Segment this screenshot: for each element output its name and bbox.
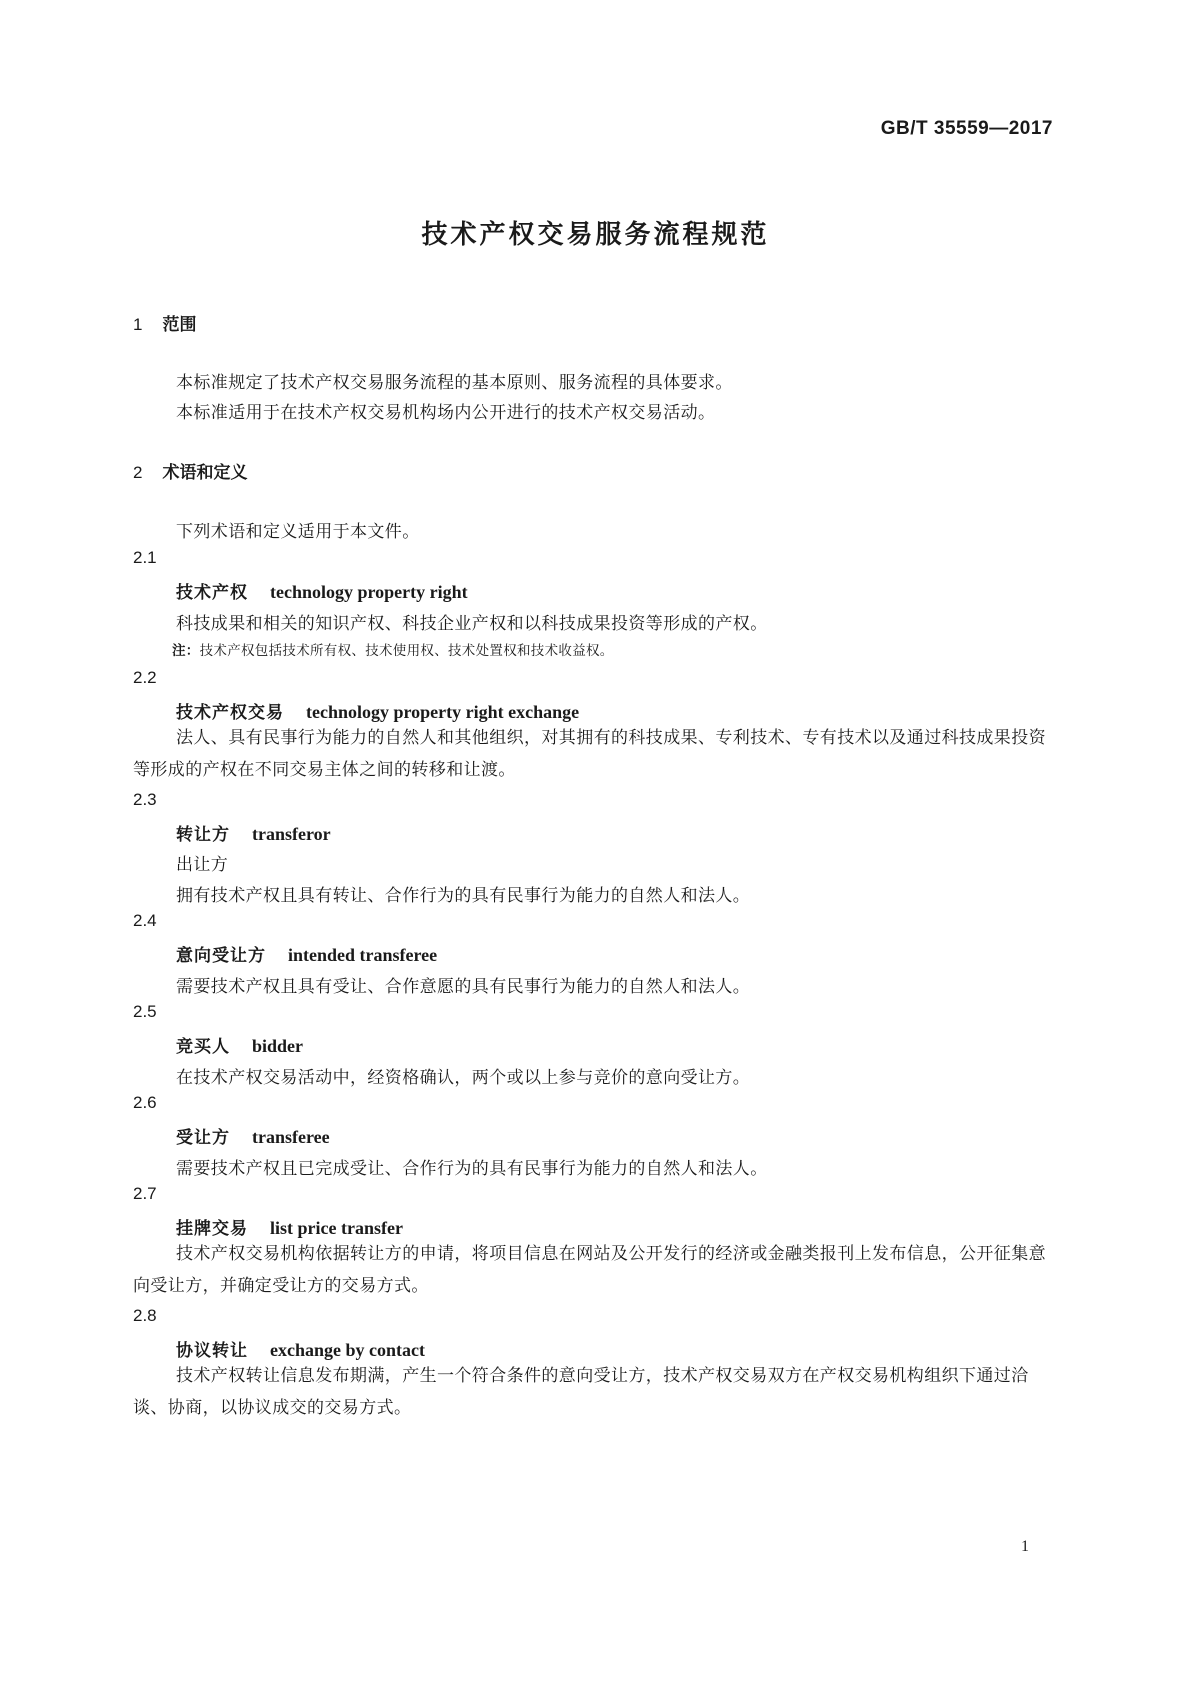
- section-2-heading: [133, 458, 247, 483]
- term-en: transferee: [252, 1127, 330, 1147]
- term-definition: 科技成果和相关的知识产权、科技企业产权和以科技成果投资等形成的产权。: [176, 614, 768, 634]
- term-zh: 受让方: [176, 1128, 230, 1148]
- section-1-paragraph: 本标准规定了技术产权交易服务流程的基本原则、服务流程的具体要求。: [176, 373, 733, 393]
- term-definition: 拥有技术产权且具有转让、合作行为的具有民事行为能力的自然人和法人。: [176, 886, 751, 906]
- term-definition: 需要技术产权且已完成受让、合作行为的具有民事行为能力的自然人和法人。: [176, 1159, 768, 1179]
- section-1-heading: [133, 310, 196, 335]
- term-number: 2.7: [133, 1184, 157, 1203]
- term-heading: [176, 941, 437, 966]
- term-en: intended transferee: [288, 945, 438, 965]
- term-zh: 意向受让方: [176, 946, 266, 966]
- section-1-title: 范围: [162, 315, 197, 335]
- term-definition: 需要技术产权且具有受让、合作意愿的具有民事行为能力的自然人和法人。: [176, 977, 751, 997]
- term-en: technology property right: [270, 582, 468, 602]
- term-alternative: 出让方: [176, 855, 229, 875]
- page-number: 1: [1021, 1538, 1029, 1555]
- section-2-title: 术语和定义: [162, 463, 248, 483]
- term-definition: 在技术产权交易活动中，经资格确认，两个或以上参与竞价的意向受让方。: [176, 1068, 751, 1088]
- document-title: 技术产权交易服务流程规范: [421, 220, 770, 250]
- term-zh: 技术产权交易: [176, 703, 284, 723]
- standard-code: GB/T 35559—2017: [880, 118, 1053, 139]
- term-heading: [176, 1336, 425, 1361]
- term-note: [172, 639, 614, 659]
- term-en: technology property right exchange: [306, 702, 580, 722]
- note-text: 技术产权包括技术所有权、技术使用权、技术处置权和技术收益权。: [199, 643, 614, 659]
- term-number: 2.4: [133, 911, 157, 930]
- term-heading: [176, 1032, 303, 1057]
- term-en: list price transfer: [270, 1218, 403, 1238]
- term-number: 2.2: [133, 668, 157, 687]
- term-heading: [176, 698, 579, 723]
- term-en: bidder: [252, 1036, 304, 1056]
- term-zh: 技术产权: [176, 583, 248, 603]
- term-zh: 竞买人: [176, 1037, 230, 1057]
- section-1-number: 1: [133, 315, 143, 334]
- term-number: 2.6: [133, 1093, 157, 1112]
- term-definition: 法人、具有民事行为能力的自然人和其他组织，对其拥有的科技成果、专利技术、专有技术以及通过科技成果投资等形成的产权在不同交易主体之间的转移和让渡。: [133, 728, 1046, 780]
- term-definition: 技术产权交易机构依据转让方的申请，将项目信息在网站及公开发行的经济或金融类报刊上发布信息，公开征集意向受让方，并确定受让方的交易方式。: [133, 1244, 1046, 1296]
- term-en: exchange by contact: [270, 1340, 425, 1360]
- term-en: transferor: [252, 824, 331, 844]
- term-zh: 转让方: [176, 825, 230, 845]
- term-number: 2.5: [133, 1002, 157, 1021]
- section-2-number: 2: [133, 463, 143, 482]
- term-zh: 挂牌交易: [176, 1219, 248, 1239]
- section-2-intro: 下列术语和定义适用于本文件。: [176, 522, 420, 542]
- term-heading: [176, 578, 468, 603]
- term-number: 2.3: [133, 790, 157, 809]
- note-label: 注：: [172, 643, 200, 659]
- term-number: 2.8: [133, 1306, 157, 1325]
- term-heading: [176, 1123, 330, 1148]
- section-1-paragraph: 本标准适用于在技术产权交易机构场内公开进行的技术产权交易活动。: [176, 403, 716, 423]
- term-zh: 协议转让: [176, 1341, 248, 1361]
- term-heading: [176, 1214, 403, 1239]
- term-heading: [176, 820, 331, 845]
- term-number: 2.1: [133, 548, 157, 567]
- term-definition: 技术产权转让信息发布期满，产生一个符合条件的意向受让方，技术产权交易双方在产权交易机构组织下通过洽谈、协商，以协议成交的交易方式。: [133, 1366, 1029, 1418]
